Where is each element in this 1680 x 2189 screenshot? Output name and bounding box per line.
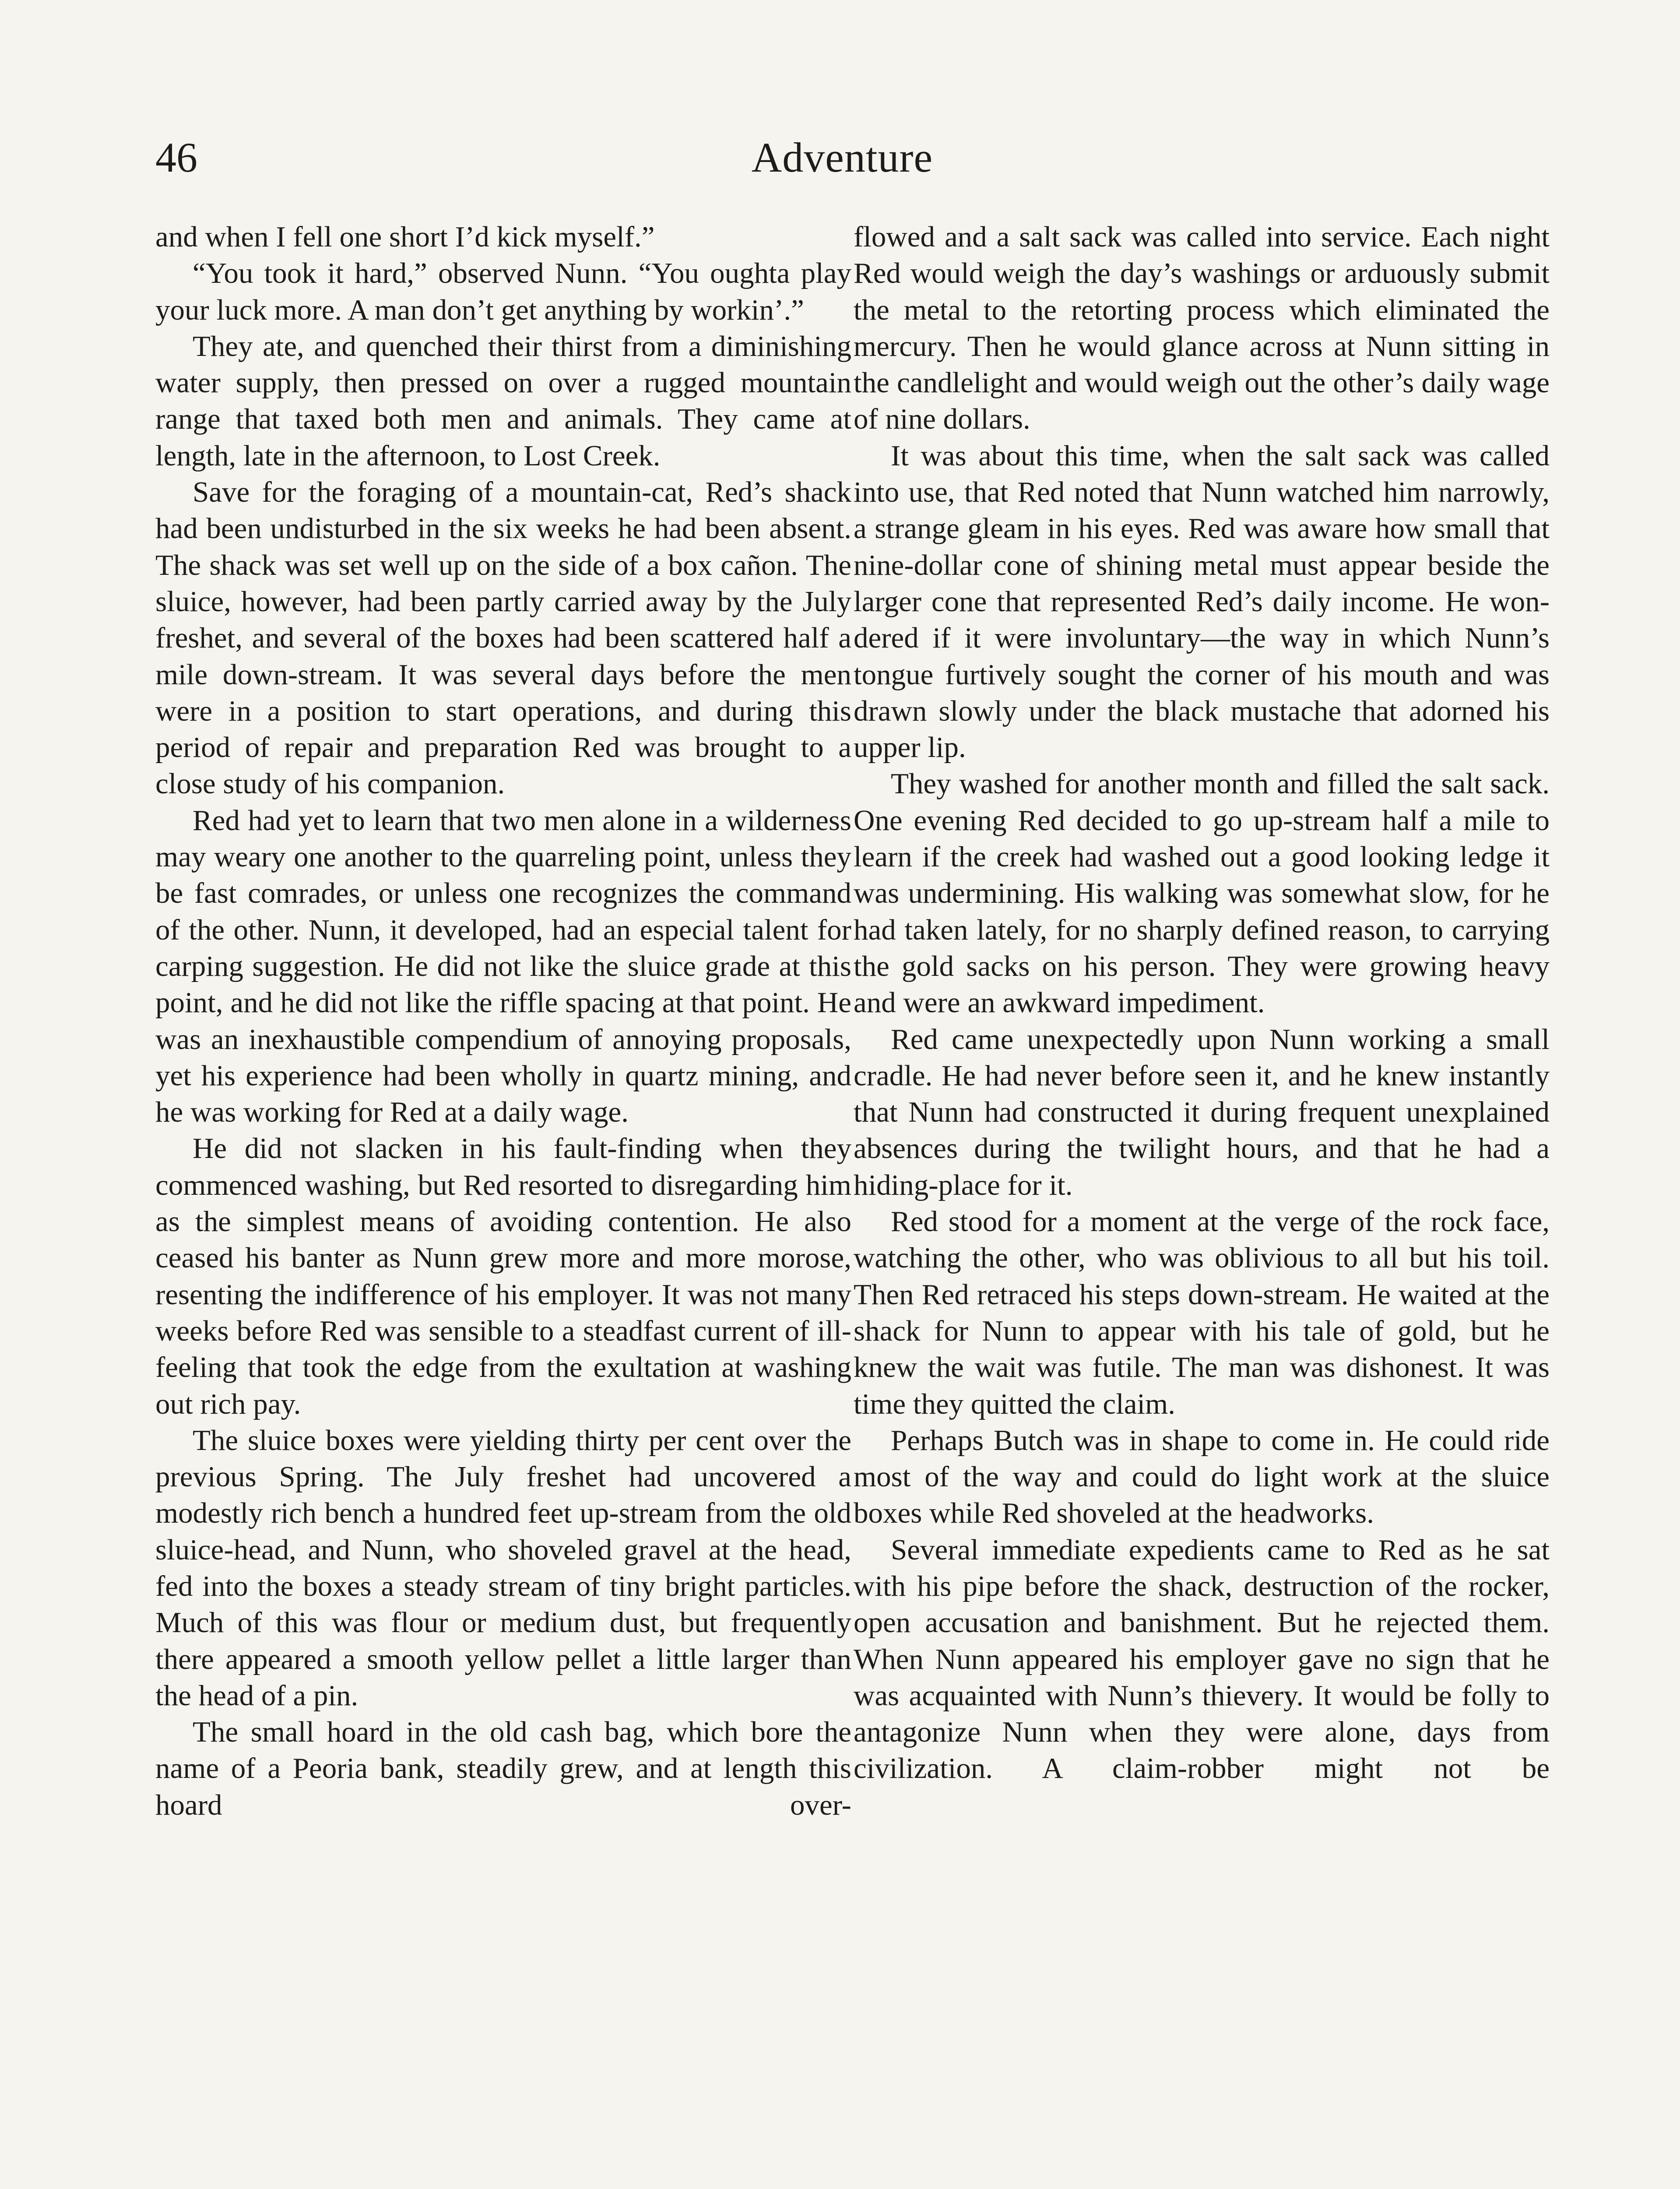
- paragraph: Save for the foraging of a mountain-cat, Red’s shack had been undisturbed in the six weeks he had been absent. The shack was set well up on the side of a box cañon. The sluice, however, had been partly carried away by the July freshet, and several of the boxes had been scattered half a mile down-stream. It was several days before the men were in a position to start operations, and during this period of repair and preparation Red was brought to a close study of his companion.: [155, 476, 851, 800]
- page-header: [155, 131, 1529, 197]
- paragraph: Red had yet to learn that two men alone in a wilderness may weary one another to the quarreling point, unless they be fast comrades, or unless one recognizes the command of the other. Nunn, it developed, had an especial talent for carping suggestion. He did not like the sluice grade at this point, and he did not like the riffle spacing at that point. He was an inexhaustible compendium of annoying proposals, yet his experience had been wholly in quartz mining, and he was working for Red at a daily wage.: [155, 804, 851, 1129]
- paragraph: The small hoard in the old cash bag, which bore the name of a Peoria bank, steadily grew, and at length this hoard over-: [155, 1716, 851, 1821]
- paragraph: They ate, and quenched their thirst from a diminishing water supply, then pressed on over a rugged mountain range that taxed both men and animals. They came at length, late in the afternoon, to Lost Creek.: [155, 330, 851, 472]
- paragraph: Red stood for a moment at the verge of the rock face, watching the other, who was oblivious to all but his toil. Then Red retraced his steps down-stream. He waited at the shack for Nunn to appear with his tale of gold, but he knew the wait was futile. The man was dishonest. It was time they quitted the claim.: [854, 1205, 1550, 1420]
- paragraph: and when I fell one short I’d kick myself.”: [155, 221, 655, 253]
- page-number: 46: [155, 134, 197, 181]
- paragraph: Perhaps Butch was in shape to come in. He could ride most of the way and could do light work at the sluice boxes while Red shoveled at the headworks.: [854, 1424, 1550, 1530]
- paragraph: They washed for another month and filled the salt sack. One evening Red decided to go up-stream half a mile to learn if the creek had washed out a good looking ledge it was undermining. His walking was somewhat slow, for he had taken lately, for no sharply defined reason, to carrying the gold sacks on his person. They were growing heavy and were an awkward impediment.: [854, 767, 1550, 1019]
- paragraph: flowed and a salt sack was called into service. Each night Red would weigh the day’s washings or arduously submit the metal to the retorting process which eliminated the mercury. Then he would glance across at Nunn sitting in the candlelight and would weigh out the other’s daily wage of nine dollars.: [854, 221, 1550, 436]
- paragraph: The sluice boxes were yielding thirty per cent over the previous Spring. The July freshet had uncovered a modestly rich bench a hundred feet up-stream from the old sluice-head, and Nunn, who shoveled gravel at the head, fed into the boxes a steady stream of tiny bright particles. Much of this was flour or medium dust, but frequently there appeared a smooth yellow pellet a little larger than the head of a pin.: [155, 1424, 851, 1712]
- left-column: [155, 219, 851, 1823]
- paragraph: Several immediate expedients came to Red as he sat with his pipe before the shack, destruction of the rocker, open accusation and banishment. But he rejected them. When Nunn appeared his employer gave no sign that he was acquainted with Nunn’s thievery. It would be folly to antagonize Nunn when they were alone, days from civilization. A claim-robber might not be: [854, 1533, 1550, 1785]
- right-column: [854, 219, 1550, 1787]
- paragraph: “You took it hard,” observed Nunn. “You oughta play your luck more. A man don’t get anything by workin’.”: [155, 257, 851, 326]
- paragraph: Red came unexpectedly upon Nunn working a small cradle. He had never before seen it, and he knew instantly that Nunn had constructed it during frequent unexplained absences during the twilight hours, and that he had a hiding-place for it.: [854, 1023, 1550, 1201]
- paragraph: He did not slacken in his fault-finding when they commenced washing, but Red resorted to disregarding him as the simplest means of avoiding contention. He also ceased his banter as Nunn grew more and more morose, resenting the indifference of his employer. It was not many weeks before Red was sensible to a steadfast current of ill-feeling that took the edge from the exultation at washing out rich pay.: [155, 1132, 851, 1420]
- running-title: Adventure: [751, 134, 933, 181]
- paragraph: It was about this time, when the salt sack was called into use, that Red noted that Nunn watched him narrowly, a strange gleam in his eyes. Red was aware how small that nine-dollar cone of shining metal must appear beside the larger cone that represented Red’s daily income. He wondered if it were involuntary—the way in which Nunn’s tongue furtively sought the corner of his mouth and was drawn slowly under the black mustache that adorned his upper lip.: [854, 439, 1550, 764]
